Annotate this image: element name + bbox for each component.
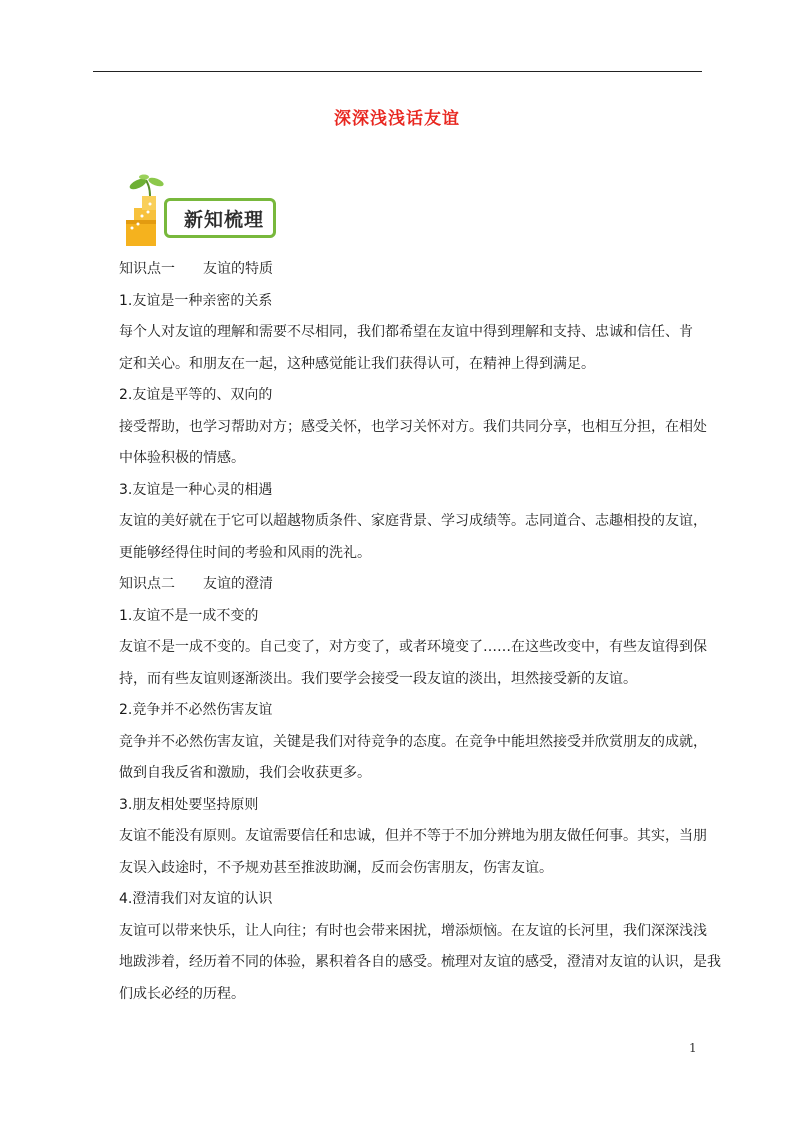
- item-title: 3.友谊是一种心灵的相遇: [119, 481, 273, 498]
- badge-label: 新知梳理: [183, 209, 264, 231]
- paragraph-line: 们成长必经的历程。: [119, 985, 245, 1002]
- item-title: 1.友谊是一种亲密的关系: [119, 292, 273, 309]
- paragraph-line: 友谊的美好就在于它可以超越物质条件、家庭背景、学习成绩等。志同道合、志趣相投的友谊，: [119, 513, 707, 529]
- page-number: 1: [689, 1041, 697, 1055]
- section-badge: [120, 174, 282, 248]
- item-title: 2.竞争并不必然伤害友谊: [119, 702, 273, 718]
- section-heading: [119, 254, 703, 286]
- paragraph-line: 做到自我反省和激励，我们会收获更多。: [119, 765, 371, 781]
- section-title: 友谊的澄清: [203, 576, 273, 592]
- paragraph-line: 友谊不是一成不变的。自己变了，对方变了，或者环境变了……在这些改变中，有些友谊得到保: [119, 639, 707, 655]
- section-number: 知识点二: [119, 576, 175, 592]
- item-title: 3.朋友相处要坚持原则: [119, 796, 259, 813]
- paragraph-line: 友谊不能没有原则。友谊需要信任和忠诚，但并不等于不加分辨地为朋友做任何事。其实，当朋: [119, 828, 707, 844]
- section-title: 友谊的特质: [203, 261, 273, 277]
- paragraph-line: 友谊可以带来快乐，让人向往；有时也会带来困扰，增添烦恼。在友谊的长河里，我们深深浅浅: [119, 922, 707, 939]
- paragraph-line: 更能够经得住时间的考验和风雨的洗礼。: [119, 544, 371, 561]
- section-number: 知识点一: [119, 261, 175, 277]
- document-body: [119, 254, 721, 1010]
- item-title: 4.澄清我们对友谊的认识: [119, 891, 273, 907]
- item-title: 1.友谊不是一成不变的: [119, 607, 259, 624]
- item-title: 2.友谊是平等的、双向的: [119, 387, 273, 403]
- page-title: 深深浅浅话友谊: [334, 109, 460, 129]
- paragraph-line: 友误入歧途时，不予规劝甚至推波助澜，反而会伤害朋友，伤害友谊。: [119, 859, 553, 876]
- section-heading: [119, 569, 703, 601]
- paragraph-line: 定和关心。和朋友在一起，这种感觉能让我们获得认可，在精神上得到满足。: [119, 355, 595, 372]
- paragraph-line: 地跋涉着，经历着不同的体验，累积着各自的感受。梳理对友谊的感受，澄清对友谊的认识，是我: [119, 954, 721, 970]
- paragraph-line: 持，而有些友谊则逐渐淡出。我们要学会接受一段友谊的淡出，坦然接受新的友谊。: [119, 670, 637, 687]
- paragraph-line: 竞争并不必然伤害友谊，关键是我们对待竞争的态度。在竞争中能坦然接受并欣赏朋友的成就，: [119, 733, 707, 750]
- header-rule: [93, 71, 702, 72]
- paragraph-line: 中体验积极的情感。: [119, 450, 245, 466]
- paragraph-line: 接受帮助，也学习帮助对方；感受关怀，也学习关怀对方。我们共同分享，也相互分担，在相处: [119, 418, 707, 435]
- paragraph-line: 每个人对友谊的理解和需要不尽相同，我们都希望在友谊中得到理解和支持、忠诚和信任、肯: [119, 324, 693, 340]
